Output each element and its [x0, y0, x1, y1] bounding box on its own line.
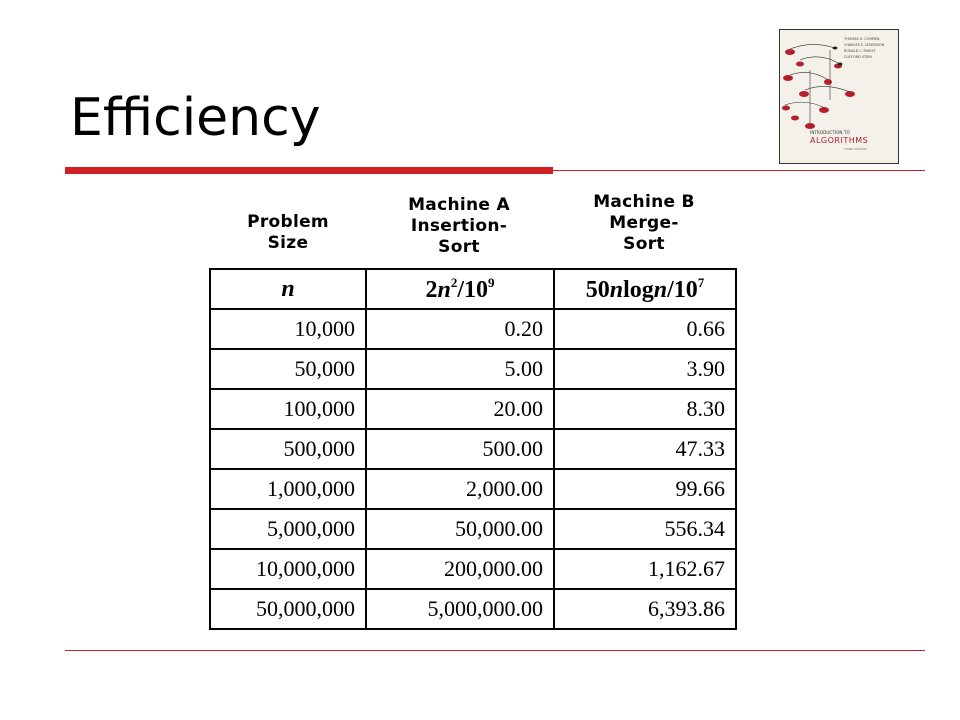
cell-insertion-time: 5,000,000.00: [366, 589, 554, 629]
table-row: [210, 589, 736, 629]
svg-text:THOMAS H. CORMEN: THOMAS H. CORMEN: [844, 37, 880, 41]
cell-insertion-time: 5.00: [366, 349, 554, 389]
problem-size-label: Problem Size: [247, 212, 329, 253]
cell-merge-time: 556.34: [554, 509, 736, 549]
cell-merge-time: 47.33: [554, 429, 736, 469]
table-row: [210, 389, 736, 429]
book-cover-image: [779, 29, 899, 164]
table-row: [210, 469, 736, 509]
table-row: [210, 309, 736, 349]
title-underline-accent: [65, 167, 553, 174]
cell-insertion-time: 20.00: [366, 389, 554, 429]
machine-a-label: Machine A Insertion- Sort: [408, 195, 510, 257]
table-row: [210, 509, 736, 549]
cell-problem-size: 50,000: [210, 349, 366, 389]
cell-merge-time: 3.90: [554, 349, 736, 389]
title-underline-thin: [553, 170, 925, 171]
table-row: [210, 429, 736, 469]
header-n: n: [210, 269, 366, 309]
svg-text:RONALD L. RIVEST: RONALD L. RIVEST: [844, 49, 876, 53]
svg-text:CHARLES E. LEISERSON: CHARLES E. LEISERSON: [844, 43, 885, 47]
cell-merge-time: 99.66: [554, 469, 736, 509]
cell-problem-size: 10,000: [210, 309, 366, 349]
cell-merge-time: 8.30: [554, 389, 736, 429]
svg-text:THIRD EDITION: THIRD EDITION: [844, 147, 867, 151]
cell-merge-time: 6,393.86: [554, 589, 736, 629]
cell-insertion-time: 500.00: [366, 429, 554, 469]
svg-text:INTRODUCTION TO: INTRODUCTION TO: [810, 130, 850, 135]
header-merge-cost: $50nlogn/10^7$: [554, 269, 736, 309]
table-row: [210, 549, 736, 589]
cell-insertion-time: 50,000.00: [366, 509, 554, 549]
cell-problem-size: 10,000,000: [210, 549, 366, 589]
cell-problem-size: 50,000,000: [210, 589, 366, 629]
efficiency-table: [209, 268, 737, 630]
cell-problem-size: 5,000,000: [210, 509, 366, 549]
cell-problem-size: 100,000: [210, 389, 366, 429]
cell-merge-time: 1,162.67: [554, 549, 736, 589]
footer-rule: [65, 650, 925, 651]
table-header-row: [210, 269, 736, 309]
slide-title: Efficiency: [70, 88, 321, 148]
svg-text:ALGORITHMS: ALGORITHMS: [810, 136, 869, 145]
svg-text:CLIFFORD STEIN: CLIFFORD STEIN: [844, 55, 872, 59]
machine-b-label: Machine B Merge- Sort: [593, 192, 695, 254]
cell-insertion-time: 200,000.00: [366, 549, 554, 589]
header-insertion-cost: $2n^2/10^9$: [366, 269, 554, 309]
table-row: [210, 349, 736, 389]
cell-insertion-time: 0.20: [366, 309, 554, 349]
cell-problem-size: 500,000: [210, 429, 366, 469]
cell-problem-size: 1,000,000: [210, 469, 366, 509]
cell-merge-time: 0.66: [554, 309, 736, 349]
cell-insertion-time: 2,000.00: [366, 469, 554, 509]
